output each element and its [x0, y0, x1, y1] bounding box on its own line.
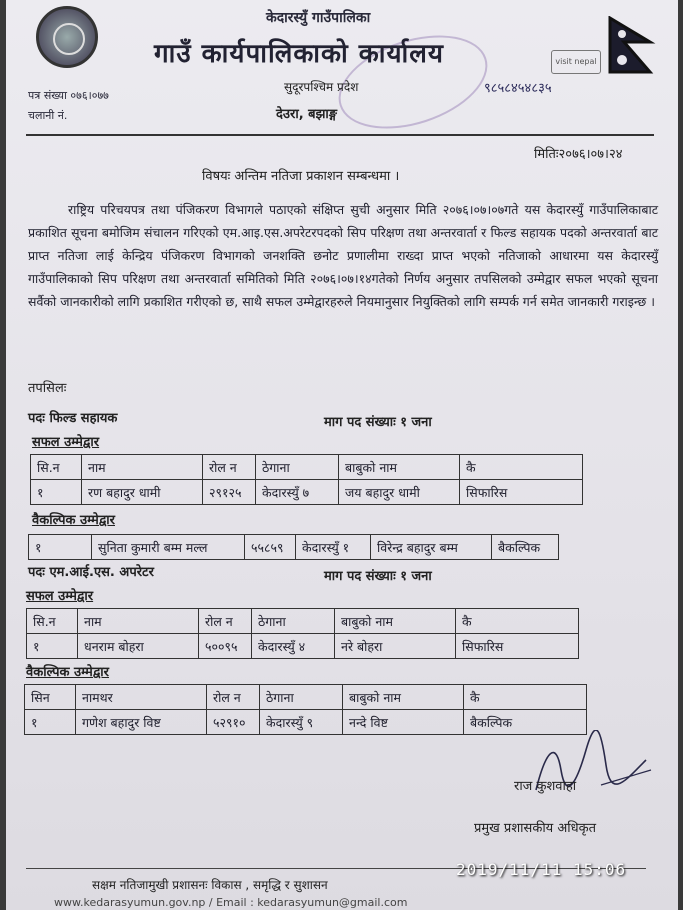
- header-cell: रोल न: [207, 685, 260, 710]
- header-cell: कै: [456, 609, 579, 634]
- table-cell: सुनिता कुमारी बम्म मल्ल: [92, 535, 245, 560]
- header-cell: सिन: [25, 685, 76, 710]
- table-cell: बैकल्पिक: [492, 535, 559, 560]
- table-cell: ५००९५: [199, 634, 252, 659]
- header-cell: नाम: [78, 609, 199, 634]
- office-name: केदारस्युँ गाउँपालिका: [266, 10, 371, 26]
- table-cell: विरेन्द्र बहादुर बम्म: [371, 535, 492, 560]
- alternate-table-1: [28, 534, 559, 560]
- table-row: [31, 480, 583, 505]
- header-cell: सि.न: [31, 455, 82, 480]
- header-cell: ठेगाना: [260, 685, 343, 710]
- nepal-emblem-icon: [36, 6, 98, 68]
- table-cell: १: [31, 480, 82, 505]
- header-cell: कै: [460, 455, 583, 480]
- footer-motto: सक्षम नतिजामुखी प्रशासनः विकास , समृद्धि र सुशासन: [92, 878, 328, 892]
- header-divider: [26, 134, 654, 136]
- table-cell: नरे बोहरा: [335, 634, 456, 659]
- table-cell: सिफारिस: [456, 634, 579, 659]
- province-name: सुदूरपश्चिम प्रदेश: [284, 80, 359, 94]
- letter-body: राष्ट्रिय परिचयपत्र तथा पंजिकरण विभागले पठाएको संक्षिप्त सुची अनुसार मिति २०७६।०७।०७गते यस केदारस्युँ गाउँपालिकाबाट प्रकाशित सूचना बमोजिम संचालन गरिएको एम.आइ.एस.अपरेटरपदको सिप परिक्षण तथा अन्तरवार्ता र फिल्ड सहायक पदको अन्तरवार्ता बाट प्राप्त नतिजा लाई केन्द्रिय पंजिकरण विभागको जनशक्ति छनोट प्रणालीमा राख्दा प्राप्त भएको नतिजाको आधारमा यस केदारस्युँ गाउँपालिकाको सिप परिक्षण तथा अन्तरवार्ता समितिको मिति २०७६।०७।१४गतेको निर्णय अनुसार तपसिलको उम्मेद्वार सफल भएको सूचना सर्वैको जानकारीको लागि प्रकाशित गरीएको छ, साथै सफल उम्मेद्वारहरुले नियमानुसार नियुक्तिको लागि सम्पर्क गर्न समेत जानकारी गराइन्छ ।: [28, 202, 658, 309]
- table-cell: गणेश बहादुर विष्ट: [76, 710, 207, 735]
- table-cell: केदारस्युँ ९: [260, 710, 343, 735]
- table-row: [27, 634, 579, 659]
- table-cell: रण बहादुर धामी: [82, 480, 203, 505]
- reference-number: पत्र संख्या ०७६।०७७: [28, 89, 109, 102]
- header-cell: सि.न: [27, 609, 78, 634]
- table-cell: जय बहादुर धामी: [339, 480, 460, 505]
- vacancy-count-1: माग पद संख्याः १ जना: [324, 415, 432, 430]
- header-cell: ठेगाना: [252, 609, 335, 634]
- table-row: [25, 710, 587, 735]
- table-cell: ५२९१०: [207, 710, 260, 735]
- table-header-row: [31, 455, 583, 480]
- header-cell: बाबुको नाम: [335, 609, 456, 634]
- table-header-row: [25, 685, 587, 710]
- office-title: गाउँ कार्यपालिकाको कार्यालय: [154, 39, 444, 69]
- header-cell: रोल न: [199, 609, 252, 634]
- district-name: देउरा, बझाङ्ग: [276, 107, 338, 122]
- table-cell: केदारस्युँ ४: [252, 634, 335, 659]
- table-cell: १: [29, 535, 92, 560]
- table-row: [29, 535, 559, 560]
- alternate-table-2: [24, 684, 587, 735]
- header-cell: रोल न: [203, 455, 256, 480]
- signatory-name: राज कुशवाहा: [514, 779, 577, 794]
- header-cell: ठेगाना: [256, 455, 339, 480]
- post-field-assistant: पदः फिल्ड सहायक: [28, 411, 118, 426]
- letter-subject: विषयः अन्तिम नतिजा प्रकाशन सम्बन्धमा ।: [202, 169, 400, 184]
- letter-date: मितिः२०७६।०७।२४: [534, 147, 623, 162]
- table-cell: १: [25, 710, 76, 735]
- table-cell: केदारस्युँ १: [296, 535, 371, 560]
- list-label: तपसिलः: [28, 381, 67, 396]
- successful-table-1: [30, 454, 583, 505]
- table-cell: धनराम बोहरा: [78, 634, 199, 659]
- header-cell: नामथर: [76, 685, 207, 710]
- nepal-flag-icon: [606, 16, 656, 76]
- table-header-row: [27, 609, 579, 634]
- alternate-label-1: वैकल्पिक उम्मेद्वार: [32, 513, 115, 528]
- signatory-post: प्रमुख प्रशासकीय अधिकृत: [474, 821, 597, 836]
- vacancy-count-2: माग पद संख्याः १ जना: [324, 569, 432, 584]
- header-cell: बाबुको नाम: [343, 685, 464, 710]
- header-cell: बाबुको नाम: [339, 455, 460, 480]
- table-cell: बैकल्पिक: [464, 710, 587, 735]
- photo-timestamp: 2019/11/11 15:06: [456, 860, 627, 879]
- visit-nepal-logo: visit nepal: [551, 50, 601, 74]
- phone-number: ९८५८४५४८३५: [484, 81, 552, 96]
- alternate-label-2: वैकल्पिक उम्मेद्वार: [26, 665, 109, 680]
- dispatch-number: चलानी नं.: [28, 109, 68, 122]
- letter-page: [6, 0, 678, 910]
- footer-website: www.kedarasyumun.gov.np / Email : kedarasyumun@gmail.com: [54, 896, 408, 909]
- table-cell: १: [27, 634, 78, 659]
- successful-label-1: सफल उम्मेद्वार: [32, 435, 100, 450]
- post-mis-operator: पदः एम.आई.एस. अपरेटर: [28, 565, 154, 580]
- table-cell: २९१२५: [203, 480, 256, 505]
- table-cell: ५५८५९: [245, 535, 296, 560]
- header-cell: कै: [464, 685, 587, 710]
- table-cell: नन्दे विष्ट: [343, 710, 464, 735]
- table-cell: केदारस्युँ ७: [256, 480, 339, 505]
- successful-label-2: सफल उम्मेद्वार: [26, 589, 94, 604]
- header-cell: नाम: [82, 455, 203, 480]
- successful-table-2: [26, 608, 579, 659]
- table-cell: सिफारिस: [460, 480, 583, 505]
